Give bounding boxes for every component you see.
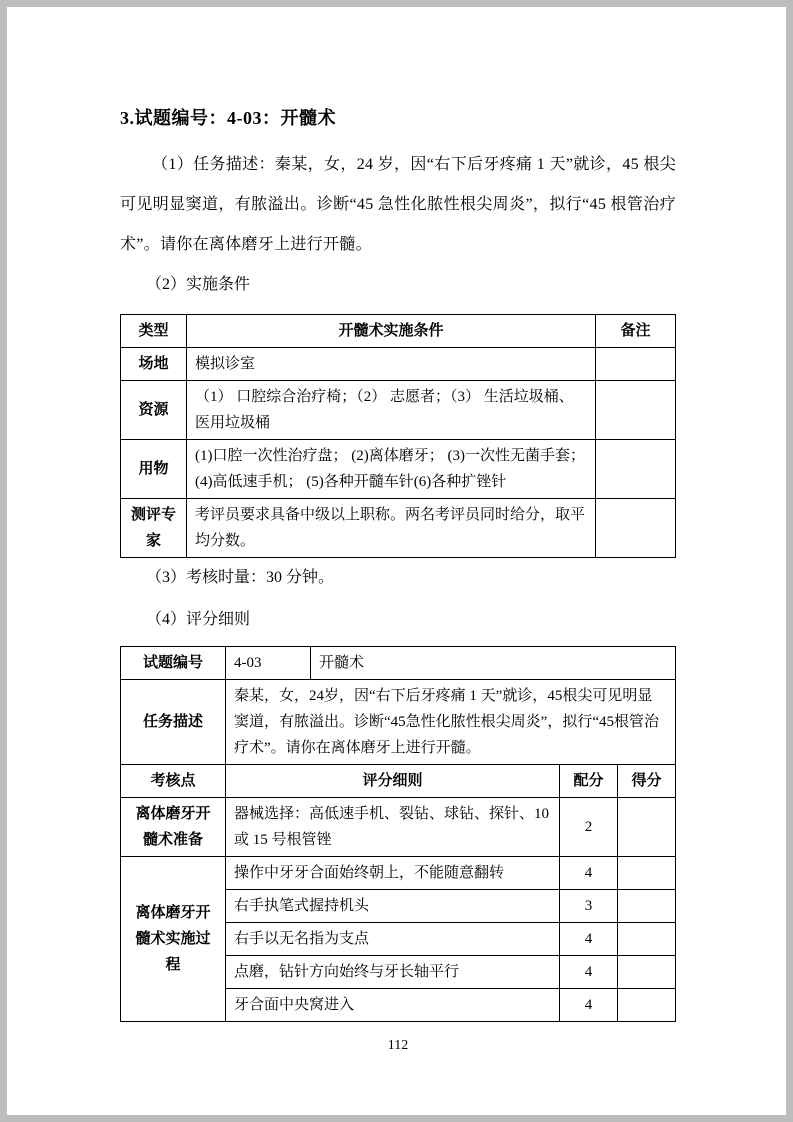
t2-title-label: 试题编号	[121, 647, 226, 680]
t1-row3-note	[596, 499, 676, 558]
t2-detail-cell: 牙合面中央窝进入	[226, 989, 560, 1022]
implementation-conditions-table	[120, 314, 676, 558]
t2-detail-cell: 右手以无名指为支点	[226, 923, 560, 956]
t1-row2-note	[596, 440, 676, 499]
t2-col-earned: 得分	[618, 765, 676, 798]
t2-task-label: 任务描述	[121, 680, 226, 765]
t1-header-row	[121, 315, 676, 348]
table-row	[121, 499, 676, 558]
scoring-rules-table	[120, 646, 676, 1022]
page-content	[120, 7, 676, 1054]
t2-task-content: 秦某，女，24岁，因“右下后牙疼痛 1 天”就诊，45根尖可见明显窦道，有脓溢出。诊断“45急性化脓性根尖周炎”，拟行“45根管治疗术”。请你在离体磨牙上进行开髓。	[226, 680, 676, 765]
t2-score-cell: 4	[560, 989, 618, 1022]
table-row	[121, 440, 676, 499]
t2-earned-cell	[618, 798, 676, 857]
t2-detail-cell: 右手执笔式握持机头	[226, 890, 560, 923]
table-row	[121, 348, 676, 381]
t2-header-row	[121, 765, 676, 798]
t2-earned-cell	[618, 956, 676, 989]
task-description-paragraph: （1）任务描述：秦某，女，24 岁，因“右下后牙疼痛 1 天”就诊，45 根尖可见明显窦道，有脓溢出。诊断“45 急性化脓性根尖周炎”，拟行“45 根管治疗术”。请你在离体磨牙上进行开髓。	[120, 156, 676, 253]
t1-row1-content: （1） 口腔综合治疗椅；（2） 志愿者；（3） 生活垃圾桶、医用垃圾桶	[187, 381, 596, 440]
t2-col-detail: 评分细则	[226, 765, 560, 798]
t2-point-preparation: 离体磨牙开髓术准备	[121, 798, 226, 857]
table-row	[121, 647, 676, 680]
page-number: 112	[387, 1038, 409, 1053]
t2-detail-cell: 点磨，钻针方向始终与牙长轴平行	[226, 956, 560, 989]
t2-score-cell: 2	[560, 798, 618, 857]
section2-label: （2）实施条件	[146, 276, 251, 293]
section-heading: 3.试题编号：4-03：开髓术	[120, 108, 336, 128]
t1-row2-type: 用物	[121, 440, 187, 499]
t1-row3-type: 测评专家	[121, 499, 187, 558]
table-row	[121, 857, 676, 890]
t2-earned-cell	[618, 923, 676, 956]
t1-col-note: 备注	[596, 315, 676, 348]
t2-title-name: 开髓术	[311, 647, 676, 680]
t1-col-conditions: 开髓术实施条件	[187, 315, 596, 348]
t1-row2-content: (1)口腔一次性治疗盘； (2)离体磨牙； (3)一次性无菌手套； (4)高低速手机； (5)各种开髓车针(6)各种扩锉针	[187, 440, 596, 499]
t2-title-code: 4-03	[226, 647, 311, 680]
t2-score-cell: 4	[560, 857, 618, 890]
t2-detail-cell: 器械选择：高低速手机、裂钻、球钻、探针、10 或 15 号根管锉	[226, 798, 560, 857]
t1-col-type: 类型	[121, 315, 187, 348]
document-page	[7, 7, 786, 1115]
t1-row3-content: 考评员要求具备中级以上职称。两名考评员同时给分，取平均分数。	[187, 499, 596, 558]
section4-label: （4）评分细则	[146, 611, 251, 628]
table-row	[121, 798, 676, 857]
t2-score-cell: 4	[560, 923, 618, 956]
t2-earned-cell	[618, 890, 676, 923]
t2-col-score: 配分	[560, 765, 618, 798]
t2-point-process: 离体磨牙开髓术实施过程	[121, 857, 226, 1022]
t2-earned-cell	[618, 857, 676, 890]
t1-row1-note	[596, 381, 676, 440]
t2-score-cell: 3	[560, 890, 618, 923]
t2-col-point: 考核点	[121, 765, 226, 798]
table-row	[121, 381, 676, 440]
table-row	[121, 680, 676, 765]
t2-earned-cell	[618, 989, 676, 1022]
t1-row0-content: 模拟诊室	[187, 348, 596, 381]
t1-row1-type: 资源	[121, 381, 187, 440]
t2-score-cell: 4	[560, 956, 618, 989]
t2-detail-cell: 操作中牙牙合面始终朝上，不能随意翻转	[226, 857, 560, 890]
section3-label: （3）考核时量：30 分钟。	[146, 569, 335, 586]
t1-row0-type: 场地	[121, 348, 187, 381]
t1-row0-note	[596, 348, 676, 381]
